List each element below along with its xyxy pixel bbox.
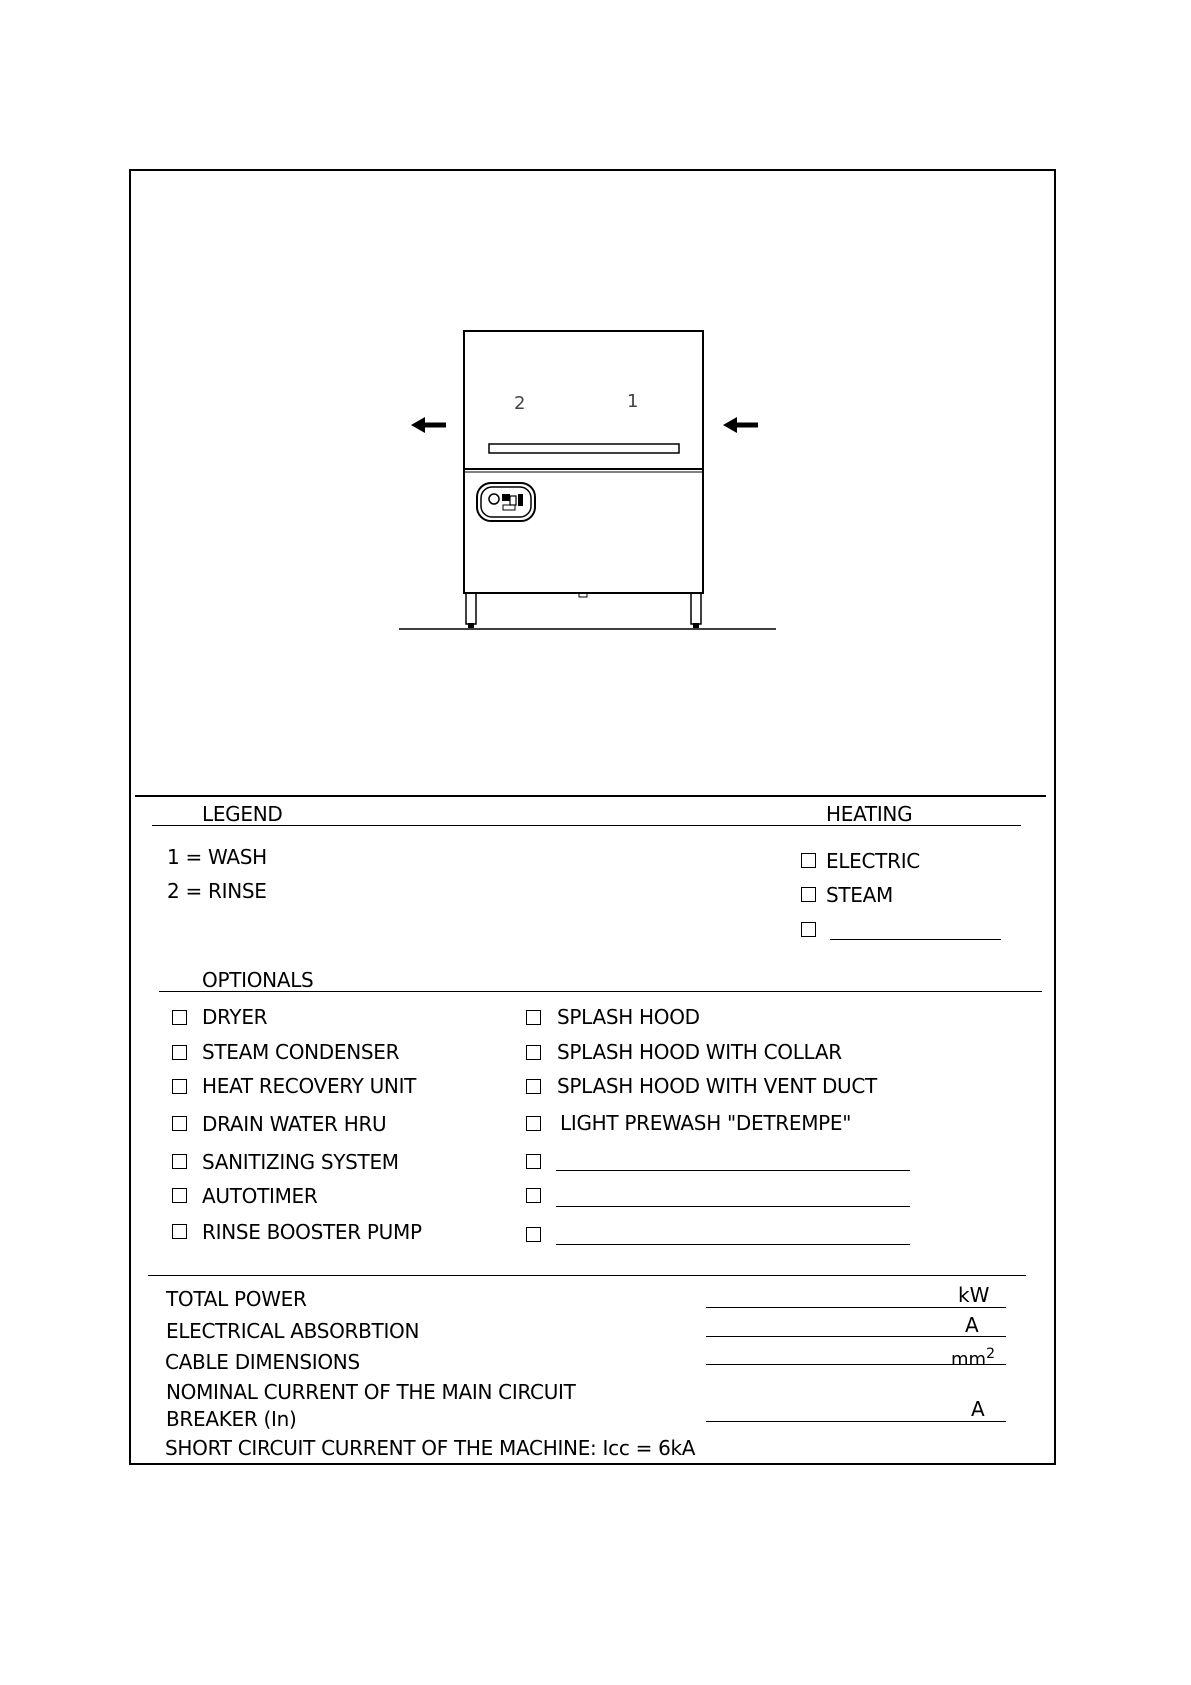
machine-hood bbox=[464, 331, 703, 469]
optional-sanitizing-system-checkbox[interactable] bbox=[172, 1154, 187, 1169]
section-divider bbox=[135, 795, 1046, 797]
optional-splash-hood-checkbox[interactable] bbox=[526, 1010, 541, 1025]
optional-autotimer-label: AUTOTIMER bbox=[202, 1184, 318, 1208]
optional-dryer-checkbox[interactable] bbox=[172, 1010, 187, 1025]
optional-light-prewash-checkbox[interactable] bbox=[526, 1116, 541, 1131]
optional-dryer-label: DRYER bbox=[202, 1005, 268, 1029]
optional-blank-1-line[interactable] bbox=[556, 1170, 910, 1171]
legend-title: LEGEND bbox=[202, 802, 283, 826]
breaker-label-line1: NOMINAL CURRENT OF THE MAIN CIRCUIT bbox=[166, 1380, 576, 1404]
optional-splash-hood-vent-duct-label: SPLASH HOOD WITH VENT DUCT bbox=[557, 1074, 877, 1098]
optional-heat-recovery-unit-label: HEAT RECOVERY UNIT bbox=[202, 1074, 417, 1098]
heating-other-checkbox[interactable] bbox=[801, 922, 816, 937]
optional-splash-hood-label: SPLASH HOOD bbox=[557, 1005, 700, 1029]
cable-dimensions-unit: $mm^2$ bbox=[951, 1346, 995, 1370]
control-panel bbox=[477, 483, 535, 521]
machine-leg-right bbox=[691, 593, 701, 624]
optional-heat-recovery-unit-checkbox[interactable] bbox=[172, 1079, 187, 1094]
electrical-divider bbox=[148, 1275, 1026, 1276]
electrical-absorption-unit: A bbox=[965, 1313, 979, 1337]
total-power-label: TOTAL POWER bbox=[166, 1287, 307, 1311]
optional-blank-3-line[interactable] bbox=[556, 1244, 910, 1245]
short-circuit-current-text: SHORT CIRCUIT CURRENT OF THE MACHINE: Icc = 6kA bbox=[165, 1436, 696, 1460]
electrical-absorption-field[interactable] bbox=[706, 1336, 1006, 1337]
total-power-unit: kW bbox=[958, 1283, 990, 1307]
machine-leg-left bbox=[466, 593, 476, 624]
zone-label-rinse: 2 bbox=[514, 393, 526, 414]
optional-splash-hood-vent-duct-checkbox[interactable] bbox=[526, 1079, 541, 1094]
hood-handle bbox=[489, 444, 679, 453]
optional-rinse-booster-pump-label: RINSE BOOSTER PUMP bbox=[202, 1220, 422, 1244]
legend-value-1: WASH bbox=[208, 845, 267, 869]
optional-splash-hood-collar-label: SPLASH HOOD WITH COLLAR bbox=[557, 1040, 842, 1064]
heating-electric-checkbox[interactable] bbox=[801, 853, 816, 868]
optional-blank-1-checkbox[interactable] bbox=[526, 1154, 541, 1169]
electrical-absorption-label: ELECTRICAL ABSORBTION bbox=[166, 1319, 420, 1343]
breaker-unit: A bbox=[971, 1397, 985, 1421]
heating-steam-label: STEAM bbox=[826, 883, 893, 907]
dishwasher-front-view-drawing bbox=[0, 0, 1191, 700]
optional-rinse-booster-pump-checkbox[interactable] bbox=[172, 1224, 187, 1239]
optional-blank-2-line[interactable] bbox=[556, 1206, 910, 1207]
exit-arrow-icon bbox=[411, 417, 446, 433]
optional-drain-water-hru-label: DRAIN WATER HRU bbox=[202, 1112, 387, 1136]
optional-sanitizing-system-label: SANITIZING SYSTEM bbox=[202, 1150, 399, 1174]
optional-autotimer-checkbox[interactable] bbox=[172, 1188, 187, 1203]
heating-electric-label: ELECTRIC bbox=[826, 849, 920, 873]
entry-arrow-icon bbox=[723, 417, 758, 433]
zone-label-wash: 1 bbox=[627, 391, 639, 412]
cable-dimensions-label: CABLE DIMENSIONS bbox=[165, 1350, 360, 1374]
legend-key-2: 2 = bbox=[167, 879, 202, 903]
heating-steam-checkbox[interactable] bbox=[801, 887, 816, 902]
heating-other-blank-line[interactable] bbox=[830, 939, 1001, 940]
optional-steam-condenser-checkbox[interactable] bbox=[172, 1045, 187, 1060]
heating-title: HEATING bbox=[826, 802, 913, 826]
breaker-field[interactable] bbox=[706, 1421, 1006, 1422]
optional-splash-hood-collar-checkbox[interactable] bbox=[526, 1045, 541, 1060]
total-power-field[interactable] bbox=[706, 1307, 1006, 1308]
optionals-underline bbox=[159, 991, 1042, 992]
optional-blank-2-checkbox[interactable] bbox=[526, 1188, 541, 1203]
optional-drain-water-hru-checkbox[interactable] bbox=[172, 1116, 187, 1131]
optionals-title: OPTIONALS bbox=[202, 968, 314, 992]
optional-steam-condenser-label: STEAM CONDENSER bbox=[202, 1040, 400, 1064]
legend-value-2: RINSE bbox=[208, 879, 267, 903]
optional-blank-3-checkbox[interactable] bbox=[526, 1227, 541, 1242]
legend-key-1: 1 = bbox=[167, 845, 202, 869]
breaker-label-line2: BREAKER (In) bbox=[166, 1407, 297, 1431]
optional-light-prewash-label: LIGHT PREWASH "DETREMPE" bbox=[560, 1111, 852, 1135]
